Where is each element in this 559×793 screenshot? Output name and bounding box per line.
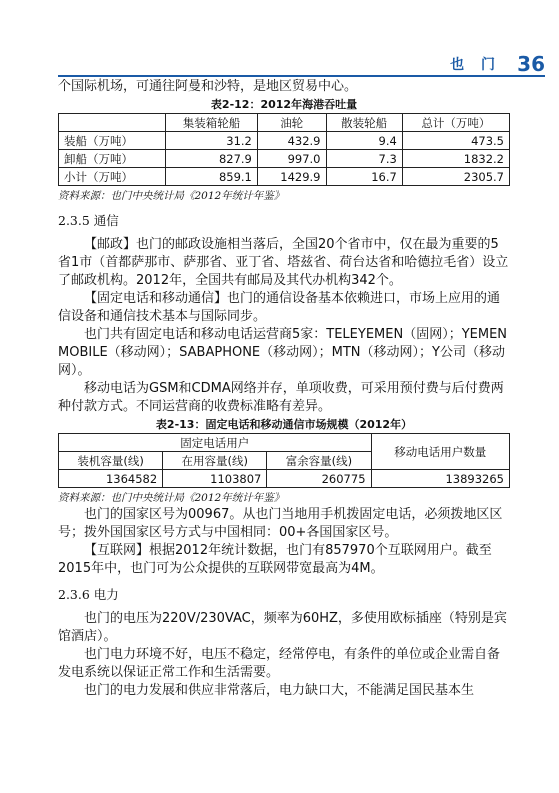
intro-line: 个国际机场，可通往阿曼和沙特，是地区贸易中心。 — [58, 79, 358, 94]
table-cell: 7.3 — [326, 150, 402, 168]
table-cell: 827.9 — [166, 150, 258, 168]
table-cell: 1364582 — [59, 470, 163, 488]
table-cell: 16.7 — [326, 168, 402, 186]
table-row — [59, 470, 510, 488]
table-header-cell: 富余容量(线) — [267, 452, 371, 470]
table-cell: 473.5 — [402, 132, 509, 150]
table2-source: 资料来源：也门中央统计局《2012年统计年鉴》 — [58, 492, 285, 504]
table-cell: 13893265 — [371, 470, 509, 488]
header-rule — [58, 75, 545, 77]
table-cell: 859.1 — [166, 168, 258, 186]
row-label: 卸船（万吨） — [59, 150, 166, 168]
table2-caption: 表2-13：固定电话和移动通信市场规模（2012年） — [155, 418, 413, 431]
table-header-cell: 油轮 — [257, 114, 326, 132]
paragraph: 也门的电力发展和供应非常落后，电力缺口大，不能满足国民基本生 — [84, 683, 475, 698]
table-row — [59, 132, 510, 150]
page-number: 36 — [517, 52, 545, 76]
table-cell: 1832.2 — [402, 150, 509, 168]
section-heading-communications: 2.3.5 通信 — [58, 213, 119, 228]
paragraph: 也门共有固定电话和移动电话运营商5家：TELEYEMEN（固网）；YEMEN MOBILE（移动网）；SABAPHONE（移动网）；MTN（移动网）；Y公司（移动网）。 — [58, 327, 508, 378]
table-header-cell: 集装箱轮船 — [166, 114, 258, 132]
table-cell: 432.9 — [257, 132, 326, 150]
paragraph: 移动电话为GSM和CDMA网络并存，单项收费，可采用预付费与后付费两种付款方式。不同运营商的收费标准略有差异。 — [58, 381, 504, 414]
table-header-cell: 散装轮船 — [326, 114, 402, 132]
table-header-cell: 装机容量(线) — [59, 452, 163, 470]
paragraph: 【邮政】也门的邮政设施相当落后，全国20个省市中，仅在最为重要的5省1市（首都萨那市、萨那省、亚丁省、塔兹省、荷台达省和哈德拉毛省）设立了邮政机构。2012年，全国共有邮局及其代办机构342个。 — [58, 237, 509, 288]
row-label: 装船（万吨） — [59, 132, 166, 150]
table-row — [59, 168, 510, 186]
table-header-cell: 在用容量(线) — [163, 452, 267, 470]
table-cell: 260775 — [267, 470, 371, 488]
row-label: 小计（万吨） — [59, 168, 166, 186]
chapter-title: 也 门 — [450, 57, 501, 73]
table-header-row — [59, 114, 510, 132]
port-throughput-table — [58, 113, 510, 186]
paragraph: 【互联网】根据2012年统计数据，也门有857970个互联网用户。截至2015年中，也门可为公众提供的互联网带宽最高为4M。 — [58, 543, 492, 576]
table-header-cell: 固定电话用户 — [59, 434, 372, 452]
table-header-row — [59, 434, 510, 452]
paragraph: 【固定电话和移动通信】也门的通信设备基本依赖进口，市场上应用的通信设备和通信技术基本与国际同步。 — [58, 291, 501, 324]
table-header-cell: 移动电话用户数量 — [371, 434, 509, 470]
paragraph: 也门电力环境不好，电压不稳定，经常停电，有条件的单位或企业需自备发电系统以保证正常工作和生活需要。 — [58, 647, 501, 680]
table-cell: 2305.7 — [402, 168, 509, 186]
table-cell: 31.2 — [166, 132, 258, 150]
table-cell: 997.0 — [257, 150, 326, 168]
paragraph: 也门的国家区号为00967。从也门当地用手机拨固定电话，必须拨地区区号；拨外国国家区号方式与中国相同：00+各国国家区号。 — [58, 507, 503, 540]
section-heading-electricity: 2.3.6 电力 — [58, 587, 119, 602]
table-cell: 1103807 — [163, 470, 267, 488]
table-row — [59, 150, 510, 168]
table-header-cell — [59, 114, 166, 132]
paragraph: 也门的电压为220V/230VAC，频率为60HZ，多使用欧标插座（特别是宾馆酒店）。 — [58, 611, 507, 644]
table-cell: 9.4 — [326, 132, 402, 150]
page-header — [0, 52, 559, 80]
telecom-market-table — [58, 433, 510, 488]
page-body — [58, 78, 510, 700]
table1-source: 资料来源：也门中央统计局《2012年统计年鉴》 — [58, 190, 285, 202]
table-header-cell: 总计（万吨） — [402, 114, 509, 132]
table1-caption: 表2-12：2012年海港吞吐量 — [210, 98, 358, 111]
table-cell: 1429.9 — [257, 168, 326, 186]
